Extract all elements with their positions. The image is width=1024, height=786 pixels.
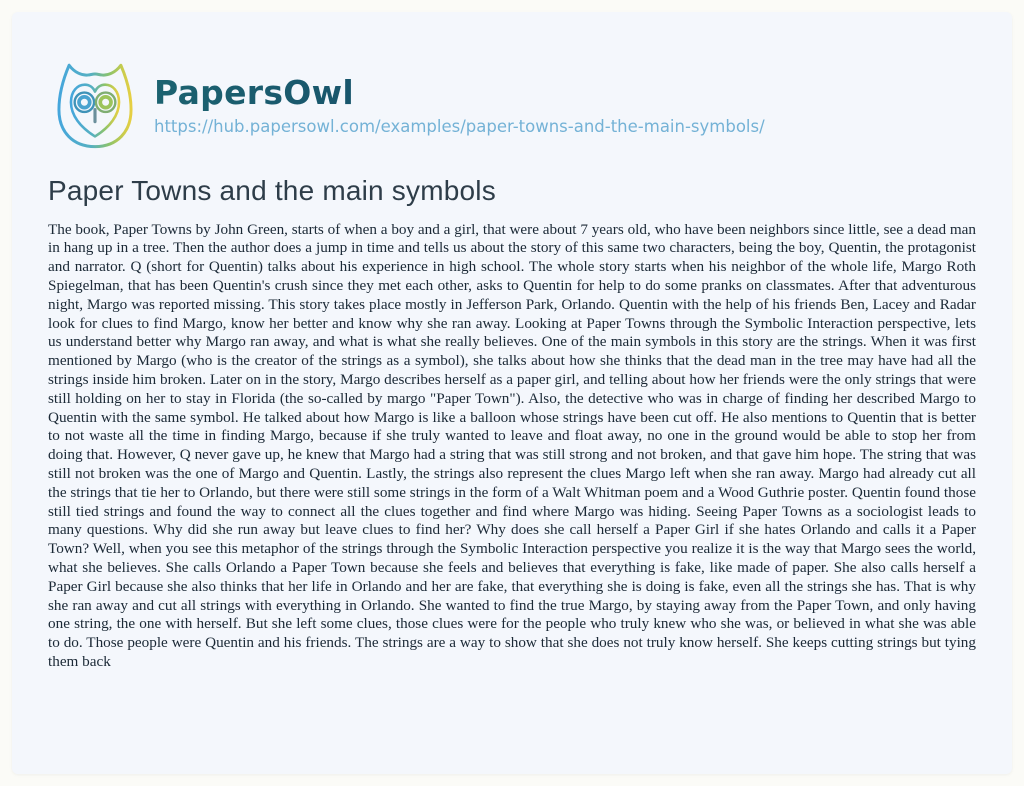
page-title: Paper Towns and the main symbols [48,175,496,206]
source-url-link[interactable]: https://hub.papersowl.com/examples/paper-towns-and-the-main-symbols/ [154,116,765,136]
header-text-block [154,74,765,136]
brand-name: PapersOwl [154,74,765,112]
site-header [48,56,976,154]
essay-body-text: The book, Paper Towns by John Green, starts of when a boy and a girl, that were about 7 years old, who have been neighbors since little, see a dead man in hang up in a tree. Then the author does a jump in time and tells us about the story of this same two characters, being the boy, Quentin, the protagonist and narrator. Q (short for Quentin) talks about his experience in high school. The whole story starts when his neighbor of the whole life, Margo Roth Spiegelman, that has been Quentin's crush since they met each other, asks to Quentin for help to do some pranks on classmates. After that adventurous night, Margo was reported missing. This story takes place mostly in Jefferson Park, Orlando. Quentin with the help of his friends Ben, Lacey and Radar look for clues to find Margo, know her better and know why she ran away. Looking at Paper Towns through the Symbolic Interaction perspective, lets us understand better why Margo ran away, and what is what she really believes. One of the main symbols in this story are the strings. When it was first mentioned by Margo (who is the creator of the strings as a symbol), she talks about how she thinks that the dead man in the tree may have had all the strings inside him broken. Later on in the story, Margo describes herself as a paper girl, and telling about how her friends were the only strings that were still holding on her to stay in Florida (the so-called by margo "Paper Town"). Also, the detective who was in charge of finding her described Margo to Quentin with the same symbol. He talked about how Margo is like a balloon whose strings have been cut off. He also mentions to Quentin that is better to not waste all the time in finding Margo, because if she truly wanted to leave and float away, no one in the ground would be able to stop her from doing that. However, Q never gave up, he knew that Margo had a string that was still strong and not broken, and that gave him hope. The string that was still not broken was the one of Margo and Quentin. Lastly, the strings also represent the clues Margo left when she ran away. Margo had already cut all the strings that tie her to Orlando, but there were still some strings in the form of a Walt Whitman poem and a Wood Guthrie poster. Quentin found those still tied strings and found the way to connect all the clues together and find where Margo was hiding. Seeing Paper Towns as a sociologist leads to many questions. Why did she run away but leave clues to find her? Why does she call herself a Paper Girl if she hates Orlando and calls it a Paper Town? Well, when you see this metaphor of the strings through the Symbolic Interaction perspective you realize it is the way that Margo sees the world, what she believes. She calls Orlando a Paper Town because she feels and believes that everything is fake, like made of paper. She also calls herself a Paper Girl because she also thinks that her life in Orlando and her are fake, that everything she is doing is fake, even all the strings she has. That is why she ran away and cut all strings with everything in Orlando. She wanted to find the true Margo, by staying away from the Paper Town, and only having one string, the one with herself. But she left some clues, those clues were for the people who truly knew who she was, or believed in what she was able to do. Those people were Quentin and his friends. The strings are a way to show that she does not truly know herself. She keeps cutting strings but tying them back [48,220,976,670]
document-card [12,12,1012,774]
owl-logo-icon [48,56,142,154]
